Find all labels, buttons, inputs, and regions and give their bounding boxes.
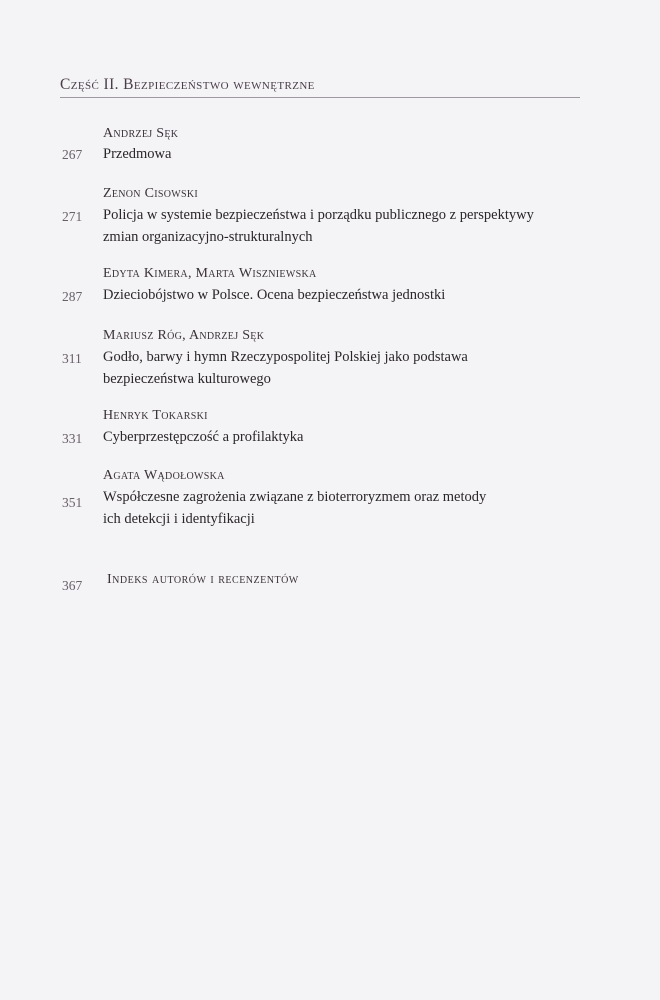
entry-page-number: 331 (62, 431, 83, 446)
entry-page-number: 351 (62, 495, 83, 510)
entry-title (103, 486, 583, 530)
entry-title (103, 426, 583, 448)
entry-title-line: zmian organizacyjno-strukturalnych (103, 229, 313, 245)
section-title: Część II. Bezpieczeństwo wewnętrzne (60, 76, 315, 93)
entry-title-line: ich detekcji i identyfikacji (103, 511, 255, 527)
entry-page-number: 287 (62, 289, 83, 304)
entry-page-number: 311 (62, 351, 82, 366)
entry-title (103, 204, 583, 248)
entry-title-line: bezpieczeństwa kulturowego (103, 371, 271, 387)
entry-title-line: Współczesne zagrożenia związane z bioterroryzmem oraz metody (103, 489, 487, 505)
header-divider (60, 97, 580, 98)
entry-title-line: Policja w systemie bezpieczeństwa i porządku publicznego z perspektywy (103, 207, 534, 223)
entry-author: Edyta Kimera, Marta Wiszniewska (103, 266, 317, 281)
entry-page-number: 267 (62, 147, 83, 162)
entry-title (103, 346, 583, 390)
entry-title-line: Przedmowa (103, 146, 172, 162)
index-page-number: 367 (62, 578, 83, 593)
entry-page-number: 271 (62, 209, 83, 224)
entry-author: Agata Wądołowska (103, 468, 225, 483)
entry-author: Zenon Cisowski (103, 186, 199, 201)
entry-title (103, 284, 583, 306)
entry-author: Mariusz Róg, Andrzej Sęk (103, 328, 265, 343)
entry-title-line: Cyberprzestępczość a profilaktyka (103, 429, 304, 445)
entry-title-line: Dzieciobójstwo w Polsce. Ocena bezpieczeństwa jednostki (103, 287, 446, 303)
entry-title-line: Godło, barwy i hymn Rzeczypospolitej Polskiej jako podstawa (103, 349, 468, 365)
index-title: Indeks autorów i recenzentów (107, 572, 299, 587)
entry-title (103, 143, 583, 165)
entry-author: Andrzej Sęk (103, 126, 179, 141)
entry-author: Henryk Tokarski (103, 408, 208, 423)
